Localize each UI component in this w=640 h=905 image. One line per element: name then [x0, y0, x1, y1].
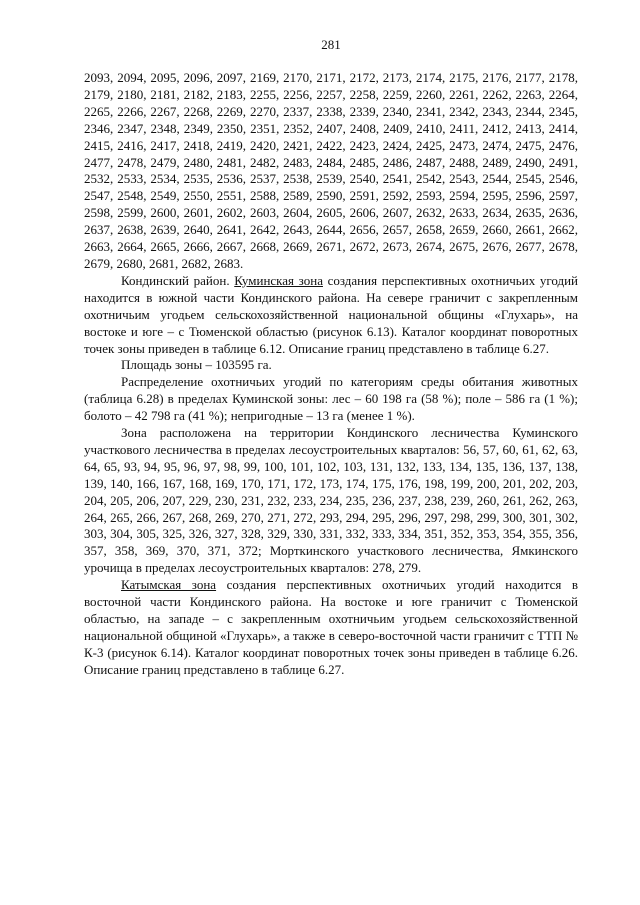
district-lead: Кондинский район. — [121, 272, 235, 288]
kuminskaya-zone-text: создания перспективных охотничьих угодий находится в южной части Кондинского района. На севере граничит с закрепленным охотничьим угодьем сельскохозяйственной национальной общины «Глухарь», на востоке и юге – с Тюменской областью (рисунок 6.13). Каталог координат поворотных точек зоны приведен в таблице 6.12. Описание границ представлено в таблице 6.27. — [84, 272, 578, 356]
numbers-continuation-paragraph: 2093, 2094, 2095, 2096, 2097, 2169, 2170, 2171, 2172, 2173, 2174, 2175, 2176, 2177, 2178, 2179, 2180, 2181, 2182, 2183, 2255, 2256, 2257, 2258, 2259, 2260, 2261, 2262, 2263, 2264, 2265, 2266, 2267, 2268, 2269, 2270, 2337, 2338, 2339, 2340, 2341, 2342, 2343, 2344, 2345, 2346, 2347, 2348, 2349, 2350, 2351, 2352, 2407, 2408, 2409, 2410, 2411, 2412, 2413, 2414, 2415, 2416, 2417, 2418, 2419, 2420, 2421, 2422, 2423, 2424, 2425, 2473, 2474, 2475, 2476, 2477, 2478, 2479, 2480, 2481, 2482, 2483, 2484, 2485, 2486, 2487, 2488, 2489, 2490, 2491, 2532, 2533, 2534, 2535, 2536, 2537, 2538, 2539, 2540, 2541, 2542, 2543, 2544, 2545, 2546, 2547, 2548, 2549, 2550, 2551, 2588, 2589, 2590, 2591, 2592, 2593, 2594, 2595, 2596, 2597, 2598, 2599, 2600, 2601, 2602, 2603, 2604, 2605, 2606, 2607, 2632, 2633, 2634, 2635, 2636, 2637, 2638, 2639, 2640, 2641, 2642, 2643, 2644, 2656, 2657, 2658, 2659, 2660, 2661, 2662, 2663, 2664, 2665, 2666, 2667, 2668, 2669, 2671, 2672, 2673, 2674, 2675, 2676, 2677, 2678, 2679, 2680, 2681, 2682, 2683. — [84, 70, 578, 271]
katymskaya-zone-text: создания перспективных охотничьих угодий находится в восточной части Кондинского района. На востоке и юге граничит с Тюменской областью, на западе – с закрепленным охотничьим угодьем сельскохозяйственной национальной общиной «Глухарь», а также в северо-восточной части граничит с ТТП № К-3 (рисунок 6.14). Каталог координат поворотных точек зоны приведен в таблице 6.26. Описание границ представлено в таблице 6.27. — [84, 577, 579, 677]
page-number: 281 — [321, 37, 341, 52]
document-body — [84, 70, 578, 679]
forestry-quarters-paragraph: Зона расположена на территории Кондинского лесничества Куминского участкового лесничества в пределах лесоустроительных кварталов: 56, 57, 60, 61, 62, 63, 64, 65, 93, 94, 95, 96, 97, 98, 99, 100, 101, 102, 103, 131, 132, 133, 134, 135, 136, 137, 138, 139, 140, 166, 167, 168, 169, 170, 171, 172, 173, 174, 175, 176, 198, 199, 200, 201, 202, 203, 204, 205, 206, 207, 229, 230, 231, 232, 233, 234, 235, 236, 237, 238, 239, 260, 261, 262, 263, 264, 265, 266, 267, 268, 269, 270, 271, 272, 293, 294, 295, 296, 297, 298, 299, 300, 301, 302, 303, 304, 305, 325, 326, 327, 328, 329, 330, 331, 332, 333, 334, 351, 352, 353, 354, 355, 356, 357, 358, 369, 370, 371, 372; Морткинского участкового лесничества, Ямкинского урочища в пределах лесоустроительных кварталов: 278, 279. — [84, 425, 578, 576]
kuminskaya-zone-paragraph — [84, 273, 578, 358]
zone-area-paragraph: Площадь зоны – 103595 га. — [121, 357, 272, 373]
katymskaya-zone-title: Катымская зона — [121, 577, 217, 593]
katymskaya-zone-paragraph — [84, 577, 578, 678]
kuminskaya-zone-title: Куминская зона — [234, 272, 323, 288]
habitat-distribution-paragraph: Распределение охотничьих угодий по категориям среды обитания животных (таблица 6.28) в пределах Куминской зоны: лес – 60 198 га (58 %); поле – 586 га (1 %); болото – 42 798 га (41 %); непригодные – 13 га (менее 1 %). — [84, 374, 578, 424]
